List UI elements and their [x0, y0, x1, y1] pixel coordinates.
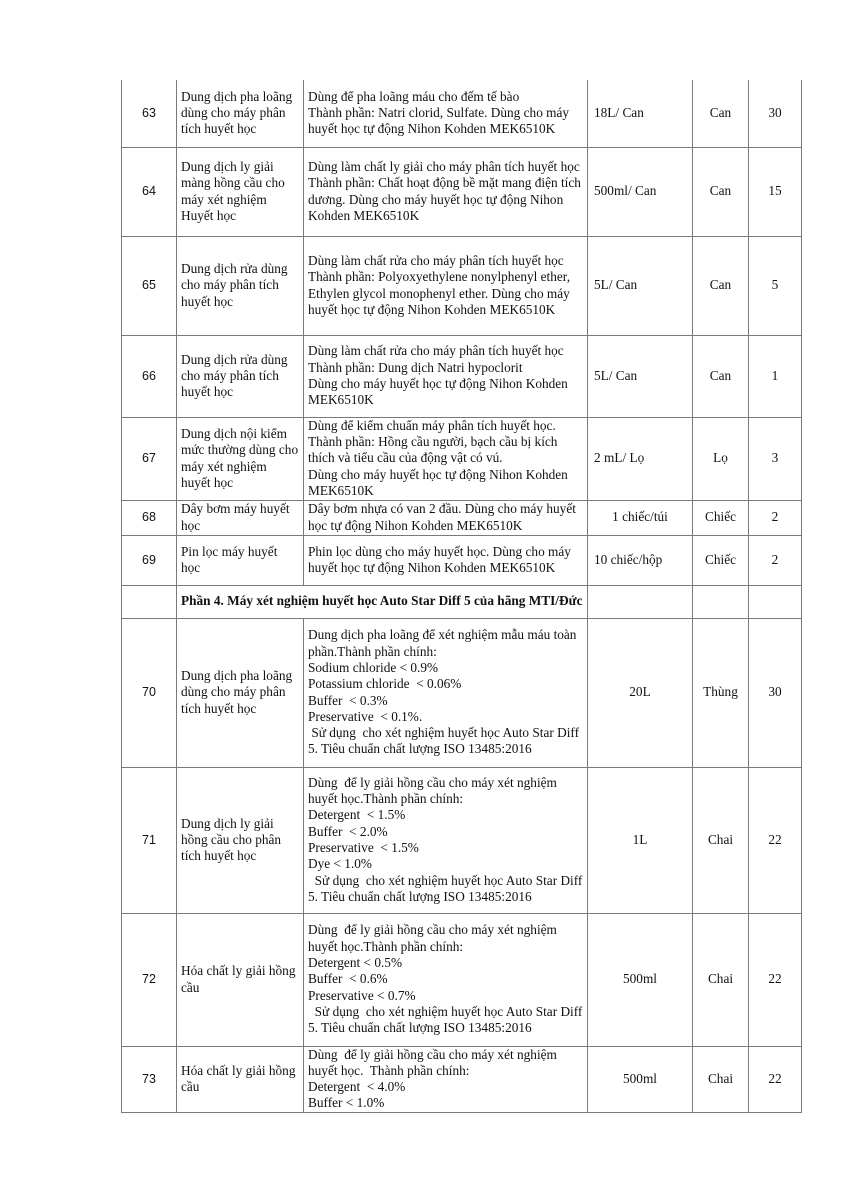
item-packaging: 5L/ Can	[588, 236, 693, 335]
description-line: Sử dụng cho xét nghiệm huyết học Auto Star Diff 5. Tiêu chuẩn chất lượng ISO 13485:2016	[308, 1003, 586, 1036]
item-quantity: 30	[749, 80, 802, 147]
table-row	[122, 236, 802, 335]
item-description	[304, 1046, 588, 1112]
item-quantity: 22	[749, 767, 802, 913]
table-row	[122, 500, 802, 535]
table-row	[122, 618, 802, 767]
section-row	[122, 585, 802, 618]
item-description	[304, 147, 588, 236]
description-line: Thành phần: Dung dịch Natri hypoclorit	[308, 359, 523, 375]
row-number: 68	[122, 500, 177, 535]
description-line: Preservative < 1.5%	[308, 840, 419, 855]
item-description	[304, 236, 588, 335]
item-name: Dung dịch rửa dùng cho máy phân tích huyết học	[177, 335, 304, 417]
item-quantity: 22	[749, 913, 802, 1046]
item-packaging: 1L	[588, 767, 693, 913]
description-line: Dùng làm chất ly giải cho máy phân tích huyết học	[308, 158, 580, 174]
item-quantity: 2	[749, 500, 802, 535]
row-number: 73	[122, 1046, 177, 1112]
item-packaging: 500ml/ Can	[588, 147, 693, 236]
row-number: 70	[122, 618, 177, 767]
table-row	[122, 147, 802, 236]
item-name: Dung dịch rửa dùng cho máy phân tích huyết học	[177, 236, 304, 335]
description-line: Detergent < 0.5%	[308, 955, 403, 971]
item-packaging: 500ml	[588, 1046, 693, 1112]
item-unit: Chai	[693, 767, 749, 913]
item-packaging: 5L/ Can	[588, 335, 693, 417]
row-number: 67	[122, 417, 177, 500]
row-number: 66	[122, 335, 177, 417]
description-line: Sodium chloride < 0.9%	[308, 659, 439, 675]
item-description	[304, 500, 588, 535]
item-name: Hóa chất ly giải hồng cầu	[177, 1046, 304, 1112]
item-quantity: 1	[749, 335, 802, 417]
description-line: Dùng cho máy huyết học tự động Nihon Kohden MEK6510K	[308, 376, 572, 408]
description-line: Thành phần: Hồng cầu người, bạch cầu bị kích thích và tiểu cầu của động vật có vú.	[308, 434, 561, 466]
description-line: Buffer < 0.6%	[308, 971, 388, 987]
description-line: Dye < 1.0%	[308, 856, 372, 872]
section-empty-cell	[588, 585, 693, 618]
item-unit: Can	[693, 80, 749, 147]
item-description	[304, 535, 588, 585]
item-quantity: 3	[749, 417, 802, 500]
description-line: Thành phần: Polyoxyethylene nonylphenyl ether, Ethylen glycol monophenyl ether. Dùng cho máy huyết học tự động Nihon Kohden MEK6510K	[308, 269, 574, 317]
description-line: Dùng để ly giải hồng cầu cho máy xét nghiệm huyết học.Thành phần chính:	[308, 774, 561, 807]
item-description	[304, 335, 588, 417]
description-line: Dùng làm chất rửa cho máy phân tích huyết học	[308, 252, 564, 268]
item-unit: Chiếc	[693, 500, 749, 535]
item-name: Dung dịch pha loãng dùng cho máy phân tích huyết học	[177, 80, 304, 147]
item-packaging: 1 chiếc/túi	[588, 500, 693, 535]
section-empty-cell	[693, 585, 749, 618]
description-line: Phin lọc dùng cho máy huyết học. Dùng cho máy huyết học tự động Nihon Kohden MEK6510K	[308, 543, 575, 575]
description-line: Dây bơm nhựa có van 2 đầu. Dùng cho máy huyết học tự động Nihon Kohden MEK6510K	[308, 501, 580, 533]
item-packaging: 18L/ Can	[588, 80, 693, 147]
description-line: Thành phần: Chất hoạt động bề mặt mang điện tích dương. Dùng cho máy huyết học tự động Nihon Kohden MEK6510K	[308, 175, 585, 223]
item-name: Dung dịch nội kiểm mức thường dùng cho máy xét nghiệm huyết học	[177, 417, 304, 500]
item-unit: Can	[693, 147, 749, 236]
item-name: Pin lọc máy huyết học	[177, 535, 304, 585]
description-line: Dùng để pha loãng máu cho đếm tế bào	[308, 88, 520, 104]
table-row	[122, 335, 802, 417]
item-description	[304, 417, 588, 500]
section-stt-cell	[122, 585, 177, 618]
description-line: Dùng để kiểm chuẩn máy phân tích huyết học.	[308, 417, 556, 433]
description-line: Sử dụng cho xét nghiệm huyết học Auto Star Diff 5. Tiêu chuẩn chất lượng ISO 13485:2016	[308, 872, 586, 904]
description-line: Dùng để ly giải hồng cầu cho máy xét nghiệm huyết học.Thành phần chính:	[308, 922, 561, 954]
description-line: Dung dịch pha loãng để xét nghiệm mẫu máu toàn phần.Thành phần chính:	[308, 627, 580, 659]
row-number: 64	[122, 147, 177, 236]
item-packaging: 20L	[588, 618, 693, 767]
description-line: Detergent < 4.0%	[308, 1079, 406, 1095]
description-line: Preservative < 0.1%.	[308, 708, 423, 724]
description-line: Potassium chloride < 0.06%	[308, 676, 462, 692]
item-unit: Thùng	[693, 618, 749, 767]
supply-table	[121, 80, 802, 1113]
item-unit: Chiếc	[693, 535, 749, 585]
table-row	[122, 535, 802, 585]
item-quantity: 30	[749, 618, 802, 767]
description-line: Buffer < 2.0%	[308, 823, 388, 839]
item-quantity: 22	[749, 1046, 802, 1112]
description-line: Dùng làm chất rửa cho máy phân tích huyết học	[308, 343, 564, 359]
item-description	[304, 80, 588, 147]
row-number: 72	[122, 913, 177, 1046]
item-name: Hóa chất ly giải hồng cầu	[177, 913, 304, 1046]
table-row	[122, 417, 802, 500]
item-name: Dung dịch pha loãng dùng cho máy phân tích huyết học	[177, 618, 304, 767]
row-number: 71	[122, 767, 177, 913]
item-description	[304, 913, 588, 1046]
description-line: Preservative < 0.7%	[308, 987, 416, 1003]
item-name: Dây bơm máy huyết học	[177, 500, 304, 535]
item-unit: Chai	[693, 913, 749, 1046]
section-title: Phần 4. Máy xét nghiệm huyết học Auto Star Diff 5 của hãng MTI/Đức	[177, 585, 588, 618]
item-quantity: 2	[749, 535, 802, 585]
item-quantity: 15	[749, 147, 802, 236]
item-packaging: 2 mL/ Lọ	[588, 417, 693, 500]
row-number: 63	[122, 80, 177, 147]
section-empty-cell	[749, 585, 802, 618]
description-line: Thành phần: Natri clorid, Sulfate. Dùng cho máy huyết học tự động Nihon Kohden MEK6510K	[308, 105, 573, 137]
table-row	[122, 913, 802, 1046]
table-row	[122, 1046, 802, 1112]
item-name: Dung dịch ly giải màng hồng cầu cho máy xét nghiệm Huyết học	[177, 147, 304, 236]
description-line: Dùng để ly giải hồng cầu cho máy xét nghiệm huyết học. Thành phần chính:	[308, 1046, 561, 1078]
description-line: Buffer < 1.0%	[308, 1095, 385, 1111]
description-line: Buffer < 0.3%	[308, 692, 388, 708]
row-number: 69	[122, 535, 177, 585]
table-row	[122, 767, 802, 913]
item-unit: Chai	[693, 1046, 749, 1112]
item-name: Dung dịch ly giải hồng cầu cho phân tích huyết học	[177, 767, 304, 913]
description-line: Dùng cho máy huyết học tự động Nihon Kohden MEK6510K	[308, 466, 572, 498]
item-quantity: 5	[749, 236, 802, 335]
item-unit: Can	[693, 236, 749, 335]
description-line: Detergent < 1.5%	[308, 807, 406, 823]
item-packaging: 500ml	[588, 913, 693, 1046]
item-unit: Can	[693, 335, 749, 417]
item-unit: Lọ	[693, 417, 749, 500]
table-row	[122, 80, 802, 147]
item-packaging: 10 chiếc/hộp	[588, 535, 693, 585]
row-number: 65	[122, 236, 177, 335]
description-line: Sử dụng cho xét nghiệm huyết học Auto Star Diff 5. Tiêu chuẩn chất lượng ISO 13485:2016	[308, 725, 583, 757]
item-description	[304, 618, 588, 767]
item-description	[304, 767, 588, 913]
